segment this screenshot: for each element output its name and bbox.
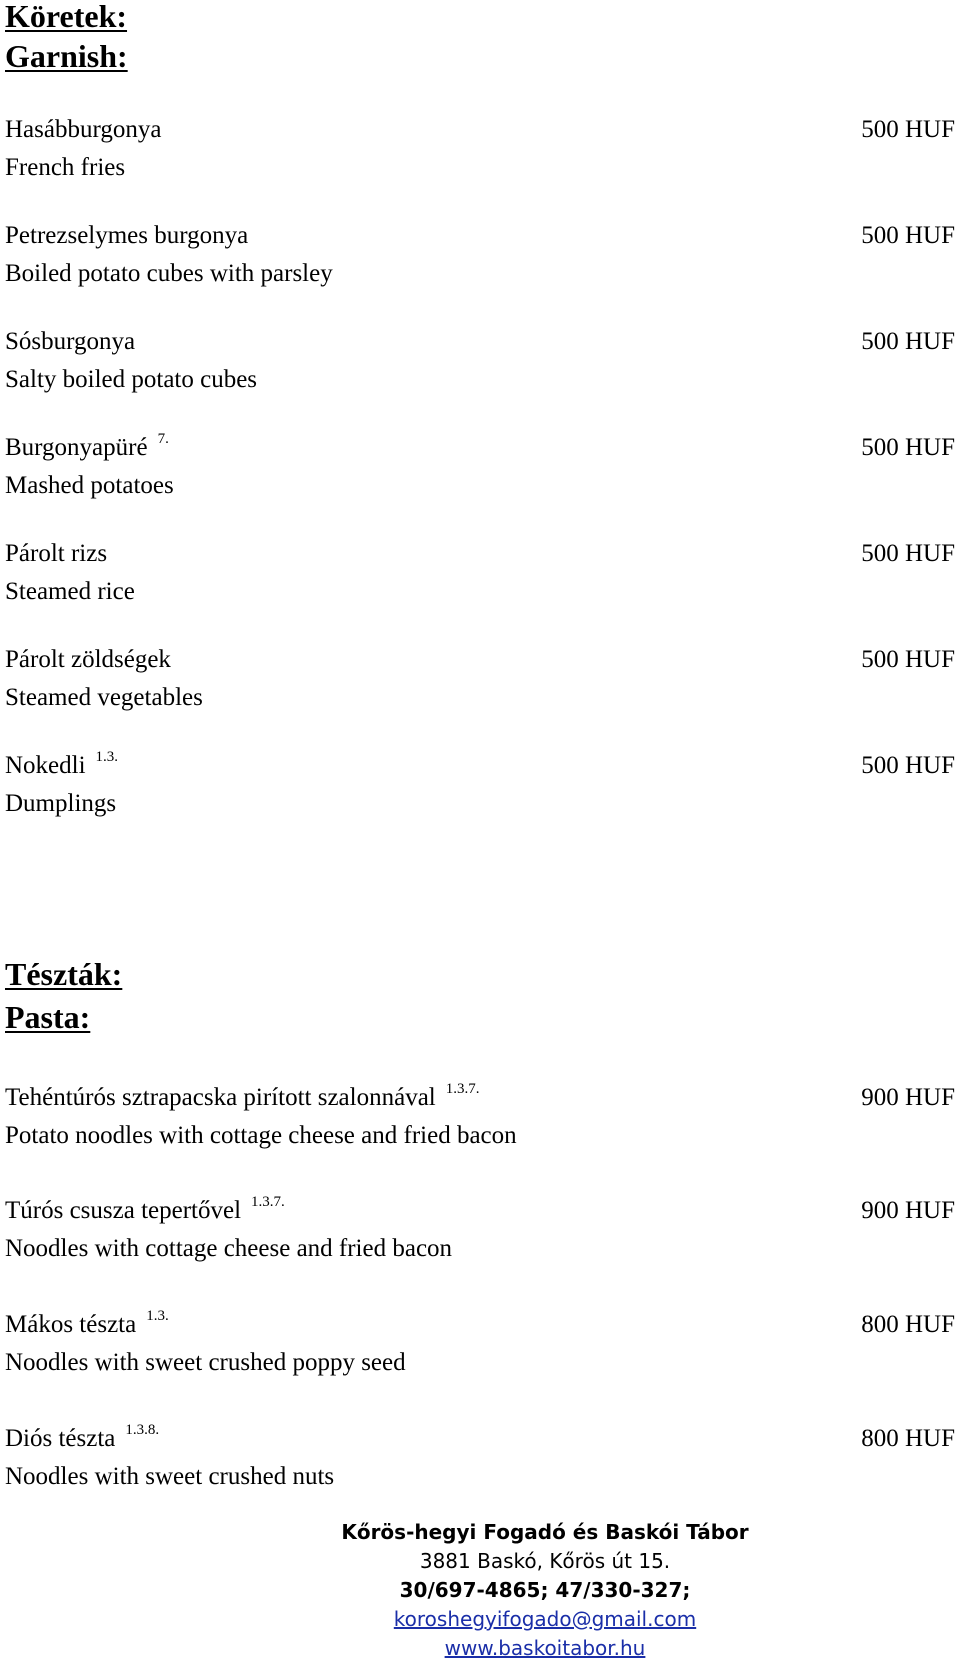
item-name-en: Dumplings	[5, 790, 117, 817]
garnish-title-en: Garnish:	[5, 38, 128, 74]
item-allergens: 1.3.	[146, 1308, 169, 1324]
item-price: 500 HUF	[861, 328, 955, 355]
item-name-en: French fries	[5, 154, 126, 181]
menu-item	[5, 1310, 955, 1390]
item-price: 900 HUF	[861, 1197, 955, 1224]
item-price: 800 HUF	[861, 1425, 955, 1452]
item-name-hu: Burgonyapüré	[5, 434, 148, 461]
item-name-hu: Tehéntúrós sztrapacska pirított szalonnával	[5, 1084, 436, 1111]
item-name-hu: Diós tészta	[5, 1425, 116, 1452]
item-price: 900 HUF	[861, 1084, 955, 1111]
item-allergens: 1.3.7.	[445, 1081, 480, 1097]
item-name-en: Noodles with sweet crushed poppy seed	[5, 1349, 406, 1376]
pasta-title-en: Pasta:	[5, 999, 91, 1035]
item-name-hu: Hasábburgonya	[5, 116, 162, 143]
menu-item	[5, 221, 955, 301]
item-name-en: Mashed potatoes	[5, 472, 174, 499]
item-name-hu: Sósburgonya	[5, 328, 136, 355]
menu-item	[5, 327, 955, 407]
item-name-en: Noodles with cottage cheese and fried bacon	[5, 1235, 453, 1262]
item-name-hu: Petrezselymes burgonya	[5, 222, 249, 249]
item-name-en: Steamed vegetables	[5, 684, 203, 711]
footer-website-link[interactable]: www.baskoitabor.hu	[444, 1636, 646, 1660]
footer-contact	[0, 1518, 960, 1663]
menu-item	[5, 1196, 955, 1276]
item-name-hu: Párolt rizs	[5, 540, 108, 567]
garnish-title-hu: Köretek:	[5, 0, 128, 34]
menu-item	[5, 1424, 955, 1504]
item-price: 500 HUF	[861, 752, 955, 779]
menu-item	[5, 539, 955, 619]
item-allergens: 7.	[157, 431, 169, 447]
item-allergens: 1.3.	[95, 749, 119, 765]
item-price: 500 HUF	[861, 434, 955, 461]
item-name-en: Boiled potato cubes with parsley	[5, 260, 333, 287]
item-price: 500 HUF	[861, 540, 955, 567]
item-name-hu: Nokedli	[5, 752, 86, 779]
item-price: 500 HUF	[861, 222, 955, 249]
item-name-hu: Túrós csusza tepertővel	[5, 1197, 242, 1224]
footer-email-link[interactable]: koroshegyifogado@gmail.com	[393, 1607, 697, 1631]
item-price: 800 HUF	[861, 1311, 955, 1338]
item-name-en: Potato noodles with cottage cheese and fried bacon	[5, 1122, 517, 1149]
item-price: 500 HUF	[861, 116, 955, 143]
item-name-en: Steamed rice	[5, 578, 135, 605]
menu-item	[5, 645, 955, 725]
pasta-title-hu: Tészták:	[5, 956, 123, 992]
item-name-en: Noodles with sweet crushed nuts	[5, 1463, 335, 1490]
item-allergens: 1.3.8.	[125, 1422, 160, 1438]
footer-address: 3881 Baskó, Kőrös út 15.	[419, 1549, 671, 1573]
item-price: 500 HUF	[861, 646, 955, 673]
menu-item	[5, 433, 955, 513]
item-name-en: Salty boiled potato cubes	[5, 366, 258, 393]
item-allergens: 1.3.7.	[251, 1194, 285, 1210]
menu-item	[5, 115, 955, 195]
menu-item	[5, 1083, 955, 1163]
item-name-hu: Párolt zöldségek	[5, 646, 171, 673]
footer-business-name: Kőrös-hegyi Fogadó és Baskói Tábor	[341, 1520, 749, 1544]
footer-phones: 30/697-4865; 47/330-327;	[399, 1578, 691, 1602]
menu-item	[5, 751, 955, 831]
item-name-hu: Mákos tészta	[5, 1311, 137, 1338]
